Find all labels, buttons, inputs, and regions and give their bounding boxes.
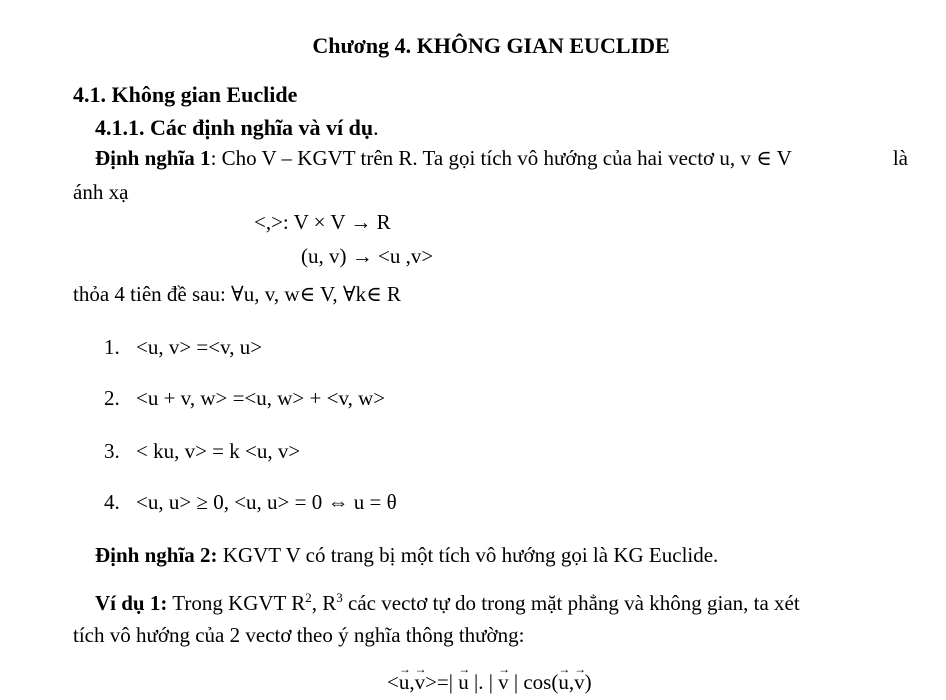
definition-2-text: KGVT V có trang bị một tích vô hướng gọi là KG Euclide. bbox=[217, 543, 719, 567]
axiom-number: 3. bbox=[104, 439, 120, 463]
subsection-heading bbox=[95, 117, 379, 139]
definition-2-label: Định nghĩa 2: bbox=[95, 543, 218, 567]
definition-1-line2: ánh xạ bbox=[73, 180, 129, 204]
example-1-text-b: , R bbox=[311, 591, 337, 615]
definition-1-label: Định nghĩa 1 bbox=[95, 146, 211, 170]
example-1-text-a: Trong KGVT R bbox=[167, 591, 306, 615]
vector-u: → u bbox=[558, 672, 569, 693]
formula-comma: , bbox=[568, 670, 575, 694]
axiom-item bbox=[104, 492, 397, 513]
axiom-formula: <u, v> =<v, u> bbox=[136, 335, 263, 359]
axiom-formula: <u + v, w> =<u, w> + <v, w> bbox=[136, 386, 386, 410]
axiom-number: 2. bbox=[104, 386, 120, 410]
example-1-line1 bbox=[95, 590, 910, 615]
definition-1-line1 bbox=[95, 148, 908, 169]
axiom-number: 4. bbox=[104, 490, 120, 514]
axioms-intro-text: thỏa 4 tiên đề sau: bbox=[73, 282, 232, 306]
vector-v: → v bbox=[498, 672, 509, 693]
axiom-item bbox=[104, 337, 262, 358]
axiom-formula: <u, u> ≥ 0, <u, u> = 0 ⇔ u = θ bbox=[136, 490, 397, 514]
formula-comma: , bbox=[409, 670, 415, 694]
mapping-rule: (u, v) → <u ,v> bbox=[301, 244, 434, 268]
formula-close-paren: ) bbox=[584, 670, 592, 694]
axiom-formula: < ku, v> = k <u, v> bbox=[136, 439, 301, 463]
vector-u: → u bbox=[458, 672, 469, 693]
formula-abs-separator: |. | bbox=[468, 670, 499, 694]
definition-1-text: : Cho V – KGVT trên R. Ta gọi tích vô hướng của hai vectơ bbox=[210, 146, 720, 170]
formula-open: < bbox=[387, 670, 399, 694]
section-heading: 4.1. Không gian Euclide bbox=[73, 82, 298, 107]
formula-cos: | cos( bbox=[508, 670, 559, 694]
dot-product-formula bbox=[387, 672, 592, 693]
example-1-label: Ví dụ 1: bbox=[95, 591, 168, 615]
axiom-item bbox=[104, 441, 300, 462]
definition-2 bbox=[95, 545, 718, 566]
subsection-heading-text: 4.1.1. Các định nghĩa và ví dụ bbox=[95, 115, 374, 140]
axiom-number: 1. bbox=[104, 335, 120, 359]
vector-v: → v bbox=[415, 672, 426, 693]
example-1-sup-b: 3 bbox=[336, 590, 343, 605]
subsection-heading-period: . bbox=[373, 115, 379, 140]
formula-equals: >=| bbox=[425, 670, 459, 694]
example-1-line2: tích vô hướng của 2 vectơ theo ý nghĩa thông thường: bbox=[73, 623, 525, 647]
vector-u: → u bbox=[399, 672, 410, 693]
vector-v: → v bbox=[574, 672, 585, 693]
axioms-quantifier: ∀u, v, w∈ V, ∀k∈ R bbox=[231, 282, 401, 306]
axiom-item bbox=[104, 388, 385, 409]
axioms-intro bbox=[73, 284, 401, 305]
example-1-sup-a: 2 bbox=[305, 590, 312, 605]
definition-1-math: u, v ∈ V bbox=[719, 146, 792, 170]
definition-1-line-end: là bbox=[892, 146, 908, 170]
mapping-signature: <,>: V × V → R bbox=[254, 210, 391, 234]
chapter-title: Chương 4. KHÔNG GIAN EUCLIDE bbox=[312, 33, 670, 58]
example-1-text-c: các vectơ tự do trong mặt phẳng và không gian, ta xét bbox=[342, 591, 800, 615]
